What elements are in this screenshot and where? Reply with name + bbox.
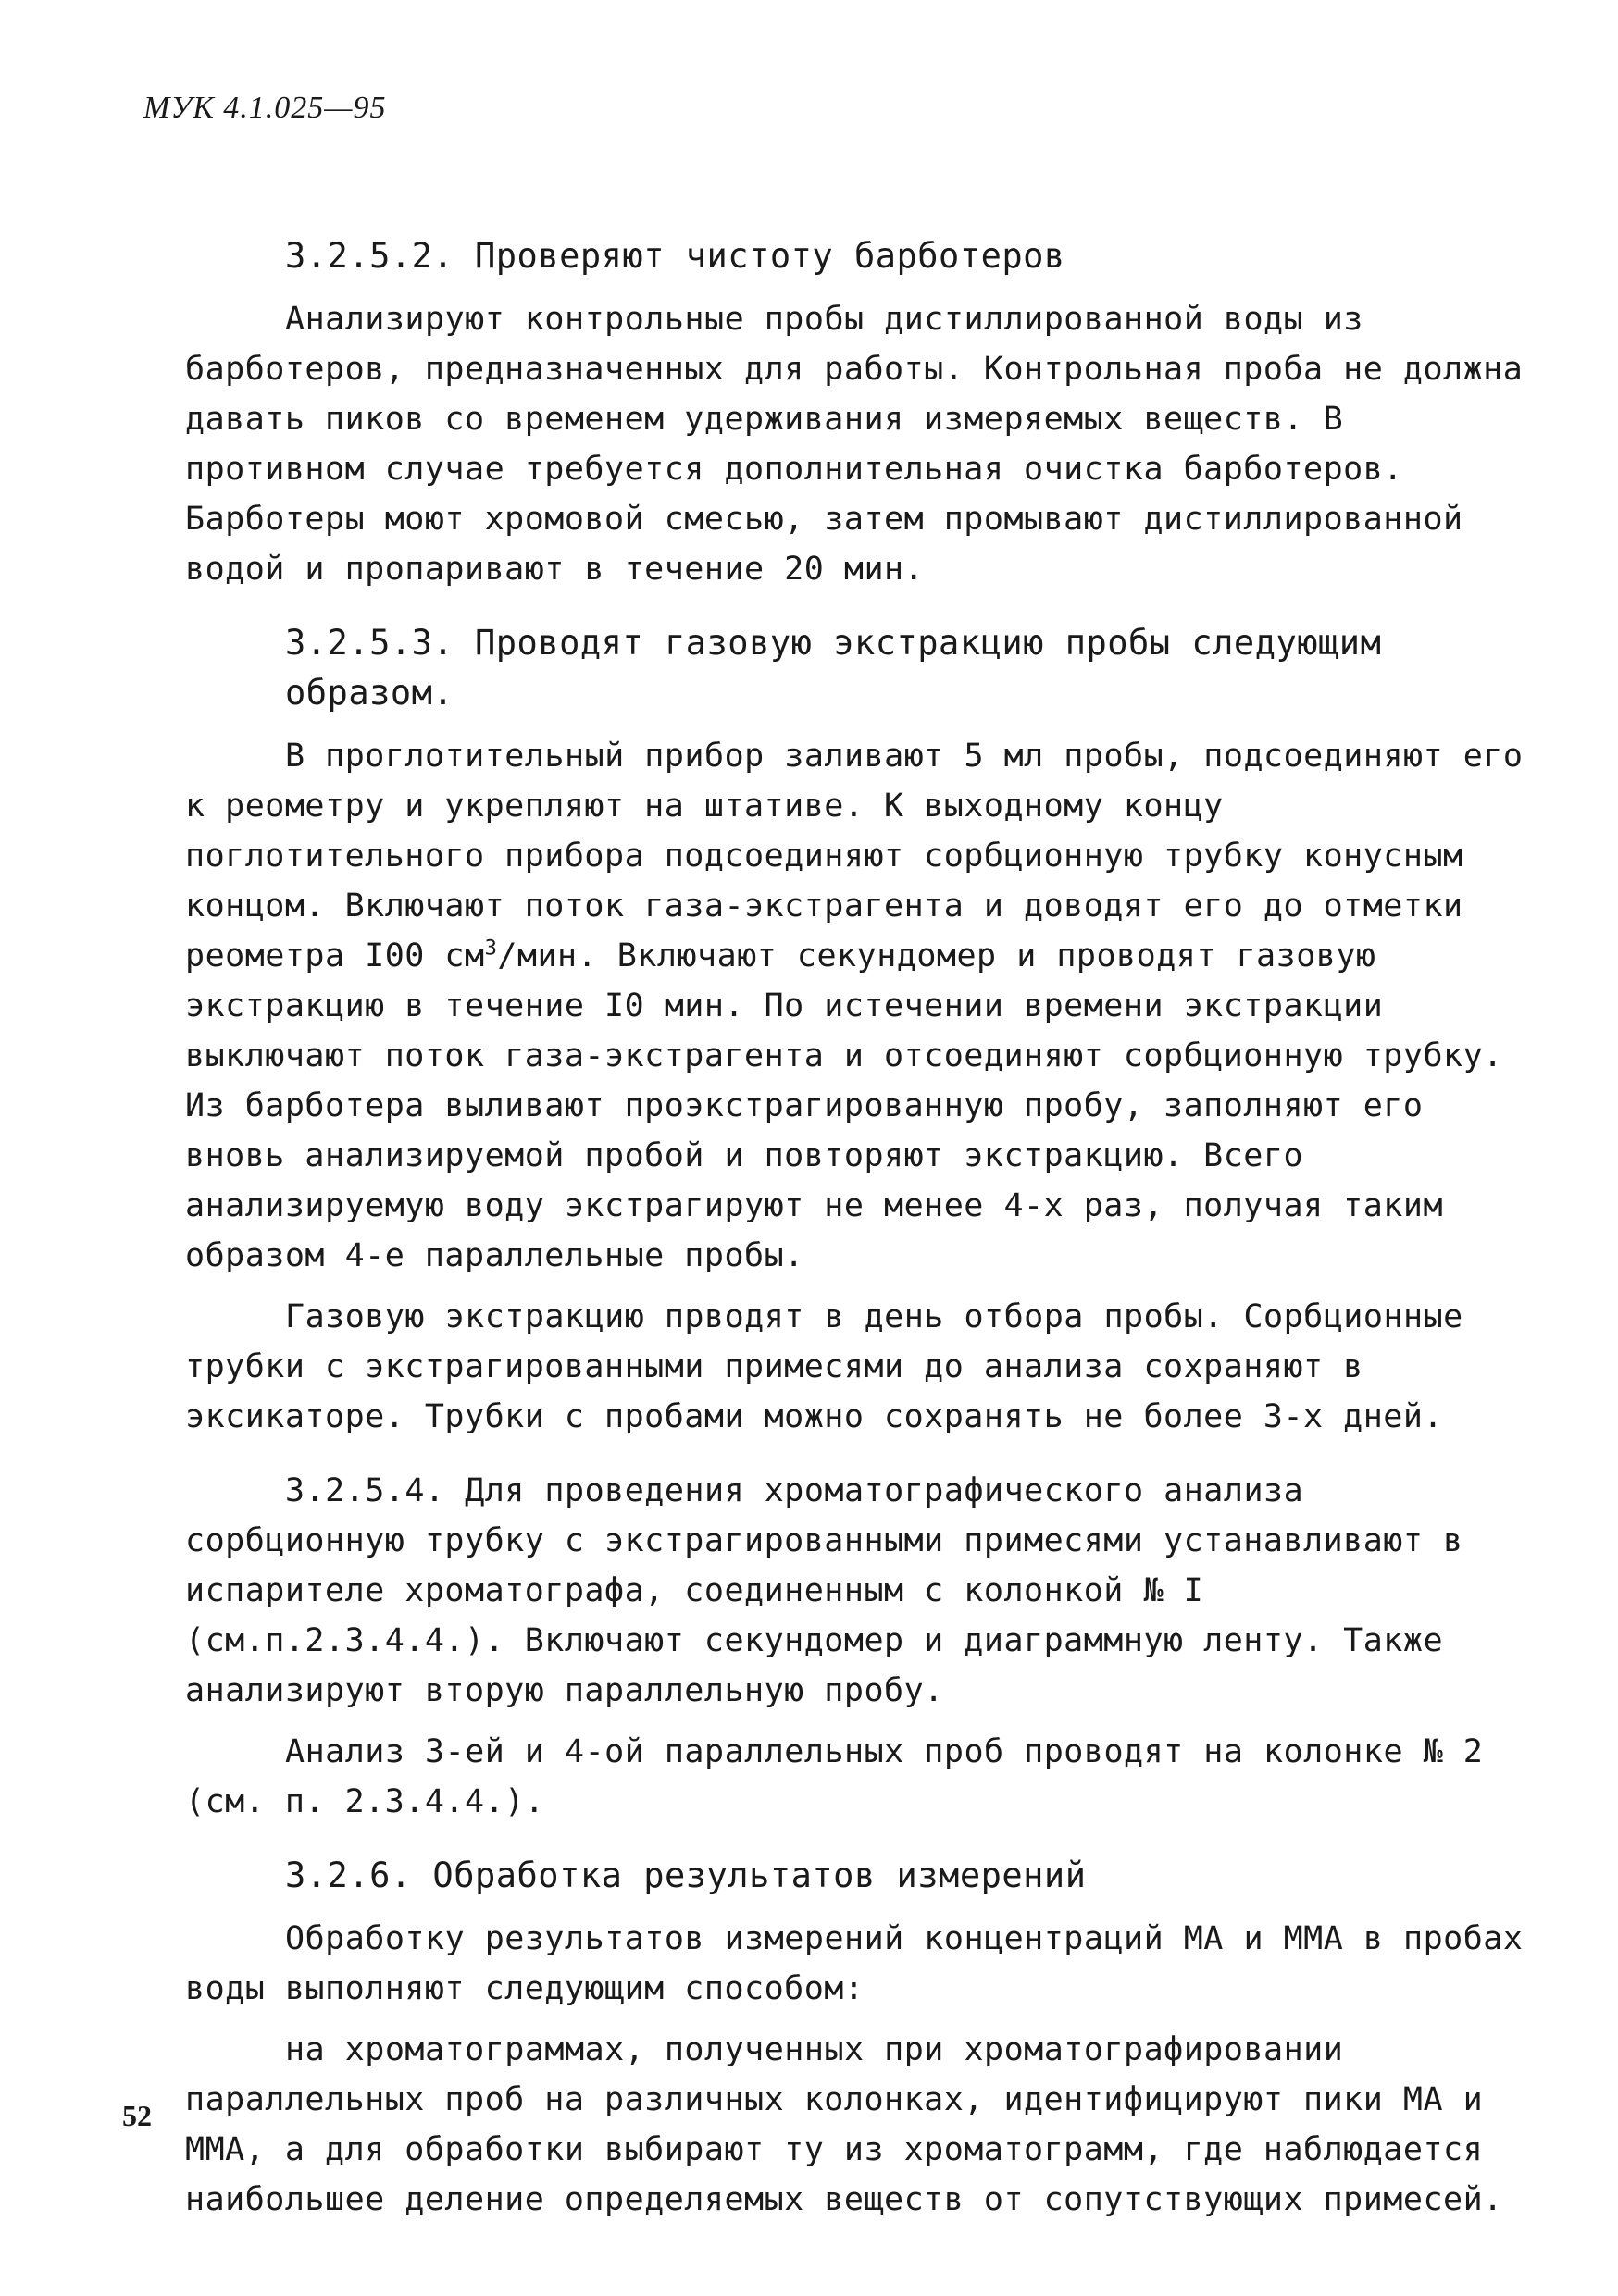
- section-heading-3-2-6: 3.2.6. Обработка результатов измерений: [285, 1855, 1087, 1895]
- paragraph-gas-extraction-part-a: В проглотительный прибор заливают 5 мл пробы, подсоединяют его к реометру и укрепляют на штативе. К выходному концу поглотительного прибора подсоединяют сорбционную трубку конусным концом. Включают поток газа-экстрагента и доводят его до отметки реометра I00 см: [185, 738, 1544, 974]
- page-number: 52: [122, 2099, 152, 2132]
- paragraph-extraction-storage: Газовую экстракцию прводят в день отбора пробы. Сорбционные трубки с экстрагированными примесями до анализа сохраняют в эксикаторе. Трубки с пробами можно сохранять не более 3-х дней.: [185, 1298, 1484, 1435]
- section-heading-3-2-5-3: 3.2.5.3. Проводят газовую экстракцию пробы следующим образом.: [285, 623, 1382, 713]
- superscript-3: 3: [484, 937, 498, 961]
- paragraph-chromatographic-analysis: 3.2.5.4. Для проведения хроматографического анализа сорбционную трубку с экстрагированными примесями устанавливают в испарителе хроматографа, соединенным с колонкой № I (см.п.2.3.4.4.). Включают секундомер и диаграммную ленту. Также анализируют вторую параллельную пробу.: [185, 1472, 1484, 1709]
- paragraph-gas-extraction-part-b: /мин. Включают секундомер и проводят газовую экстракцию в течение I0 мин. По истечении времени экстракции выключают поток газа-экстрагента и отсоединяют сорбционную трубку. Из барботера выливают проэкстрагированную пробу, заполняют его вновь анализируемой пробой и повторяют экстракцию. Всего анализируемую воду экстрагируют не менее 4-х раз, получая таким образом 4-е параллельные пробы.: [185, 937, 1524, 1274]
- paragraph-parallel-samples: Анализ 3-ей и 4-ой параллельных проб проводят на колонке № 2 (см. п. 2.3.4.4.).: [185, 1733, 1503, 1820]
- paragraph-check-bubblers: Анализируют контрольные пробы дистиллированной воды из барботеров, предназначенных для работы. Контрольная проба не должна давать пиков со временем удерживания измеряемых веществ. В противном случае требуется дополнительная очистка барботеров. Барботеры моют хромовой смесью, затем промывают дистиллированной водой и пропаривают в течение 20 мин.: [185, 301, 1543, 588]
- paragraph-processing-method: на хроматограммах, полученных при хроматографировании параллельных проб на различных колонках, идентифицируют пики МА и ММА, а для обработки выбирают ту из хроматограмм, где наблюдается наибольшее деление определяемых веществ от сопутствующих примесей.: [185, 2031, 1503, 2218]
- paragraph-processing-intro: Обработку результатов измерений концентраций МА и ММА в пробах воды выполняют следующим способом:: [185, 1920, 1544, 2007]
- section-heading-3-2-5-2: 3.2.5.2. Проверяют чистоту барботеров: [285, 236, 1065, 276]
- paragraph-gas-extraction: [185, 731, 1544, 1281]
- document-body: [185, 231, 1544, 2236]
- document-code: МУК 4.1.025—95: [143, 91, 387, 125]
